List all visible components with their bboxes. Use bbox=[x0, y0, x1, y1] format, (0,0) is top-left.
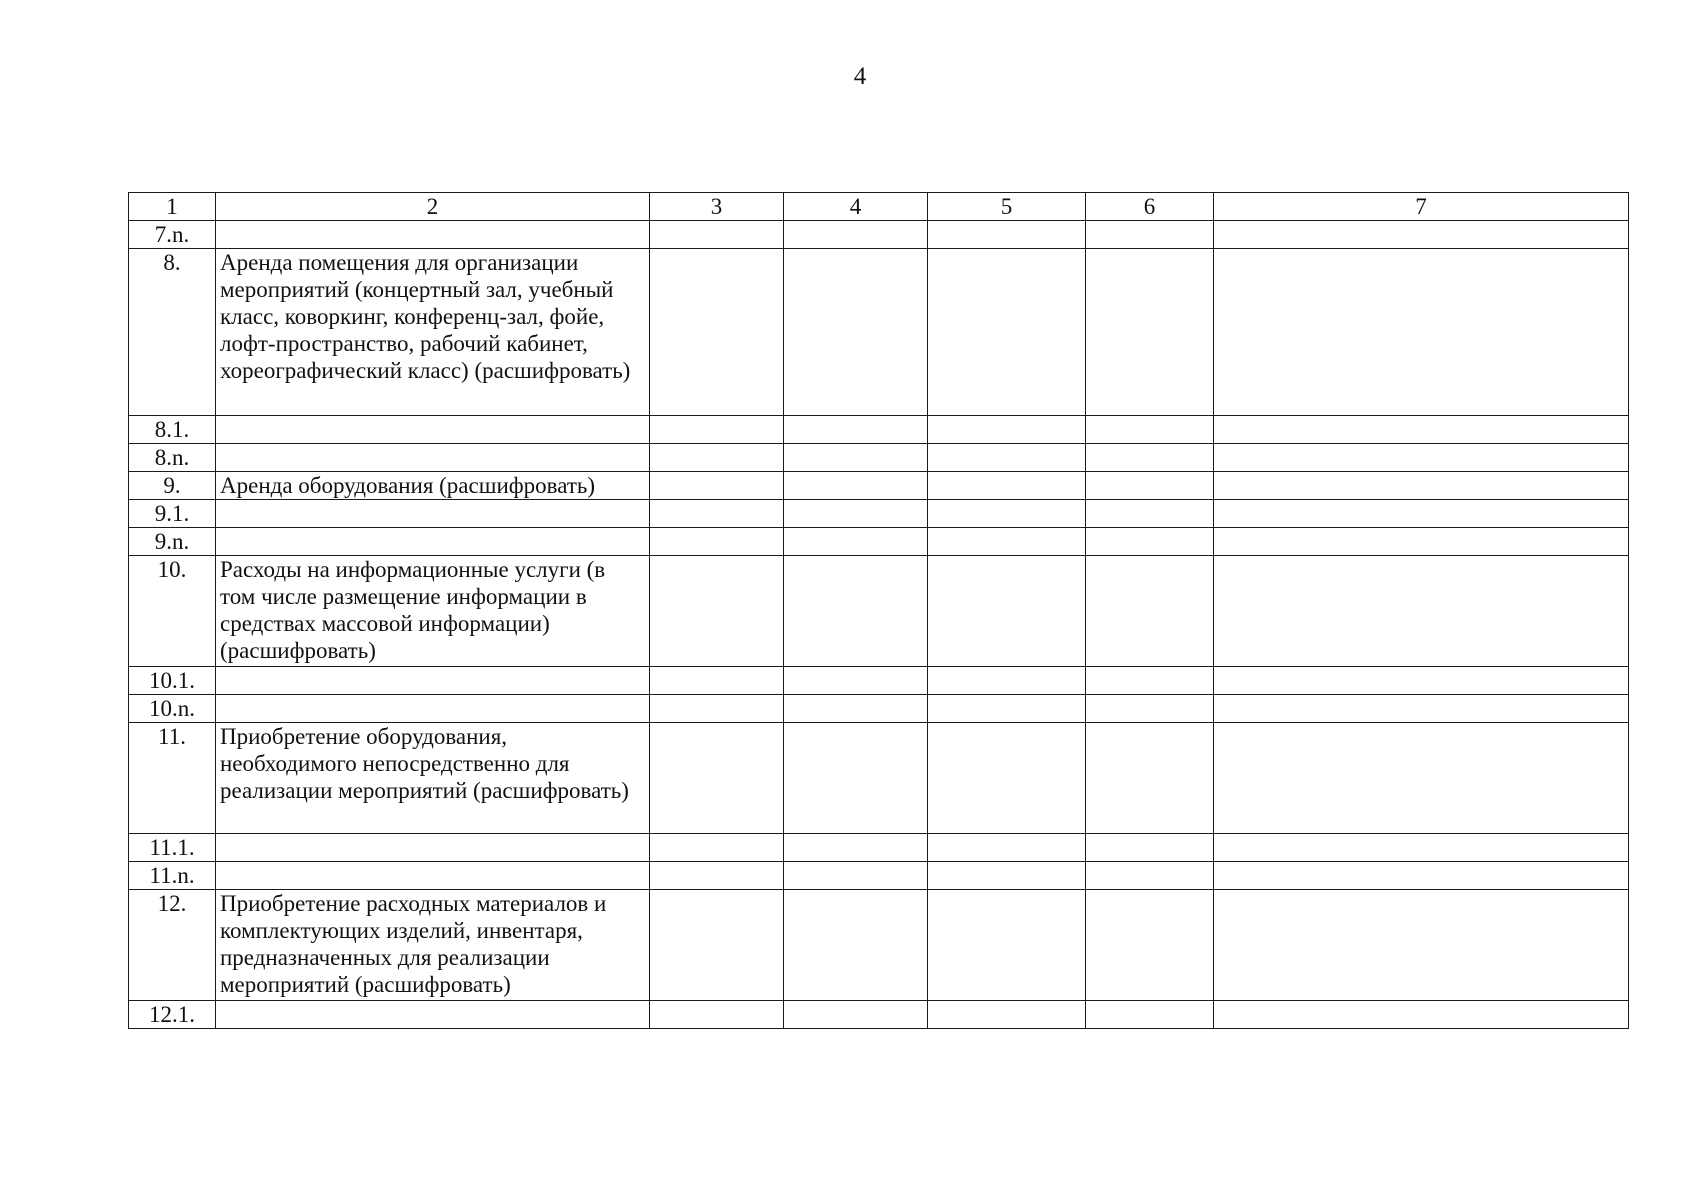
table-cell bbox=[928, 249, 1086, 416]
table-cell bbox=[784, 500, 928, 528]
table-cell bbox=[650, 472, 784, 500]
column-header: 2 bbox=[216, 193, 650, 221]
row-description bbox=[216, 528, 650, 556]
budget-table bbox=[128, 192, 1629, 1029]
row-description bbox=[216, 834, 650, 862]
table-cell bbox=[650, 416, 784, 444]
row-description bbox=[216, 416, 650, 444]
table-cell bbox=[1214, 834, 1629, 862]
row-number: 12.1. bbox=[129, 1001, 216, 1029]
column-header: 7 bbox=[1214, 193, 1629, 221]
table-cell bbox=[928, 528, 1086, 556]
table-cell bbox=[784, 723, 928, 834]
table-cell bbox=[1214, 890, 1629, 1001]
row-number: 11. bbox=[129, 723, 216, 834]
row-description bbox=[216, 695, 650, 723]
table-cell bbox=[1086, 249, 1214, 416]
row-number: 10.1. bbox=[129, 667, 216, 695]
table-row bbox=[129, 862, 1629, 890]
table-cell bbox=[1214, 1001, 1629, 1029]
table-cell bbox=[650, 723, 784, 834]
table-row bbox=[129, 1001, 1629, 1029]
table-cell bbox=[928, 667, 1086, 695]
table-cell bbox=[1214, 862, 1629, 890]
table-cell bbox=[928, 1001, 1086, 1029]
table-cell bbox=[1214, 723, 1629, 834]
column-header: 3 bbox=[650, 193, 784, 221]
table-cell bbox=[1214, 500, 1629, 528]
table-row bbox=[129, 416, 1629, 444]
row-number: 11.n. bbox=[129, 862, 216, 890]
table-cell bbox=[650, 444, 784, 472]
table-cell bbox=[784, 416, 928, 444]
table-cell bbox=[650, 528, 784, 556]
table-header-row bbox=[129, 193, 1629, 221]
table-cell bbox=[928, 862, 1086, 890]
table-cell bbox=[650, 834, 784, 862]
row-description bbox=[216, 667, 650, 695]
table-row bbox=[129, 500, 1629, 528]
table-cell bbox=[1086, 862, 1214, 890]
column-header: 4 bbox=[784, 193, 928, 221]
table-row bbox=[129, 723, 1629, 834]
row-number: 9.n. bbox=[129, 528, 216, 556]
table-row bbox=[129, 528, 1629, 556]
table-cell bbox=[784, 528, 928, 556]
table-row bbox=[129, 221, 1629, 249]
row-description: Приобретение оборудования, необходимого непосредственно для реализации мероприятий (расшифровать) bbox=[216, 723, 650, 834]
row-description: Аренда помещения для организации мероприятий (концертный зал, учебный класс, коворкинг, конференц-зал, фойе, лофт-пространство, рабочий кабинет, хореографический класс) (расшифровать) bbox=[216, 249, 650, 416]
row-number: 8. bbox=[129, 249, 216, 416]
row-number: 11.1. bbox=[129, 834, 216, 862]
table-cell bbox=[1086, 444, 1214, 472]
row-number: 9.1. bbox=[129, 500, 216, 528]
row-number: 10. bbox=[129, 556, 216, 667]
table-row bbox=[129, 249, 1629, 416]
row-description bbox=[216, 500, 650, 528]
table-cell bbox=[650, 556, 784, 667]
table-cell bbox=[784, 890, 928, 1001]
row-number: 8.n. bbox=[129, 444, 216, 472]
table-cell bbox=[784, 472, 928, 500]
table-cell bbox=[1214, 695, 1629, 723]
table-cell bbox=[1086, 221, 1214, 249]
table-cell bbox=[784, 862, 928, 890]
table-cell bbox=[650, 695, 784, 723]
table-cell bbox=[1086, 890, 1214, 1001]
table-cell bbox=[784, 221, 928, 249]
table-cell bbox=[1214, 667, 1629, 695]
table-row bbox=[129, 834, 1629, 862]
table-cell bbox=[1086, 834, 1214, 862]
table-cell bbox=[1086, 667, 1214, 695]
table-cell bbox=[1086, 472, 1214, 500]
row-description bbox=[216, 862, 650, 890]
table-row bbox=[129, 444, 1629, 472]
table-cell bbox=[928, 472, 1086, 500]
table-cell bbox=[1086, 528, 1214, 556]
table-cell bbox=[1214, 472, 1629, 500]
row-description bbox=[216, 444, 650, 472]
table-cell bbox=[1214, 249, 1629, 416]
table-cell bbox=[1214, 416, 1629, 444]
row-number: 10.n. bbox=[129, 695, 216, 723]
table-cell bbox=[1214, 221, 1629, 249]
table-cell bbox=[650, 667, 784, 695]
table-cell bbox=[1214, 528, 1629, 556]
column-header: 5 bbox=[928, 193, 1086, 221]
table-cell bbox=[650, 249, 784, 416]
table-cell bbox=[784, 695, 928, 723]
row-description: Приобретение расходных материалов и комплектующих изделий, инвентаря, предназначенных для реализации мероприятий (расшифровать) bbox=[216, 890, 650, 1001]
table-cell bbox=[650, 500, 784, 528]
table-cell bbox=[928, 500, 1086, 528]
row-description bbox=[216, 1001, 650, 1029]
table-row bbox=[129, 667, 1629, 695]
table-cell bbox=[784, 834, 928, 862]
table-cell bbox=[928, 221, 1086, 249]
table-cell bbox=[928, 695, 1086, 723]
table-cell bbox=[928, 834, 1086, 862]
table-cell bbox=[1086, 723, 1214, 834]
row-description: Аренда оборудования (расшифровать) bbox=[216, 472, 650, 500]
table-cell bbox=[928, 890, 1086, 1001]
table-cell bbox=[650, 862, 784, 890]
table-cell bbox=[784, 249, 928, 416]
table-cell bbox=[928, 556, 1086, 667]
table-row bbox=[129, 556, 1629, 667]
table-cell bbox=[784, 1001, 928, 1029]
table-cell bbox=[928, 723, 1086, 834]
row-number: 12. bbox=[129, 890, 216, 1001]
table-cell bbox=[650, 1001, 784, 1029]
table-cell bbox=[784, 444, 928, 472]
table-cell bbox=[784, 556, 928, 667]
row-number: 7.n. bbox=[129, 221, 216, 249]
row-number: 8.1. bbox=[129, 416, 216, 444]
row-number: 9. bbox=[129, 472, 216, 500]
table-row bbox=[129, 695, 1629, 723]
table-cell bbox=[650, 221, 784, 249]
table-cell bbox=[1086, 695, 1214, 723]
table-row bbox=[129, 890, 1629, 1001]
table-cell bbox=[1086, 500, 1214, 528]
column-header: 1 bbox=[129, 193, 216, 221]
table-cell bbox=[1086, 416, 1214, 444]
page-number: 4 bbox=[853, 63, 867, 90]
table-row bbox=[129, 472, 1629, 500]
table-cell bbox=[650, 890, 784, 1001]
row-description bbox=[216, 221, 650, 249]
table-cell bbox=[928, 416, 1086, 444]
table-cell bbox=[784, 667, 928, 695]
table-cell bbox=[1214, 556, 1629, 667]
row-description: Расходы на информационные услуги (в том числе размещение информации в средствах массовой информации) (расшифровать) bbox=[216, 556, 650, 667]
table-cell bbox=[1214, 444, 1629, 472]
table-cell bbox=[928, 444, 1086, 472]
table-cell bbox=[1086, 556, 1214, 667]
column-header: 6 bbox=[1086, 193, 1214, 221]
table-cell bbox=[1086, 1001, 1214, 1029]
